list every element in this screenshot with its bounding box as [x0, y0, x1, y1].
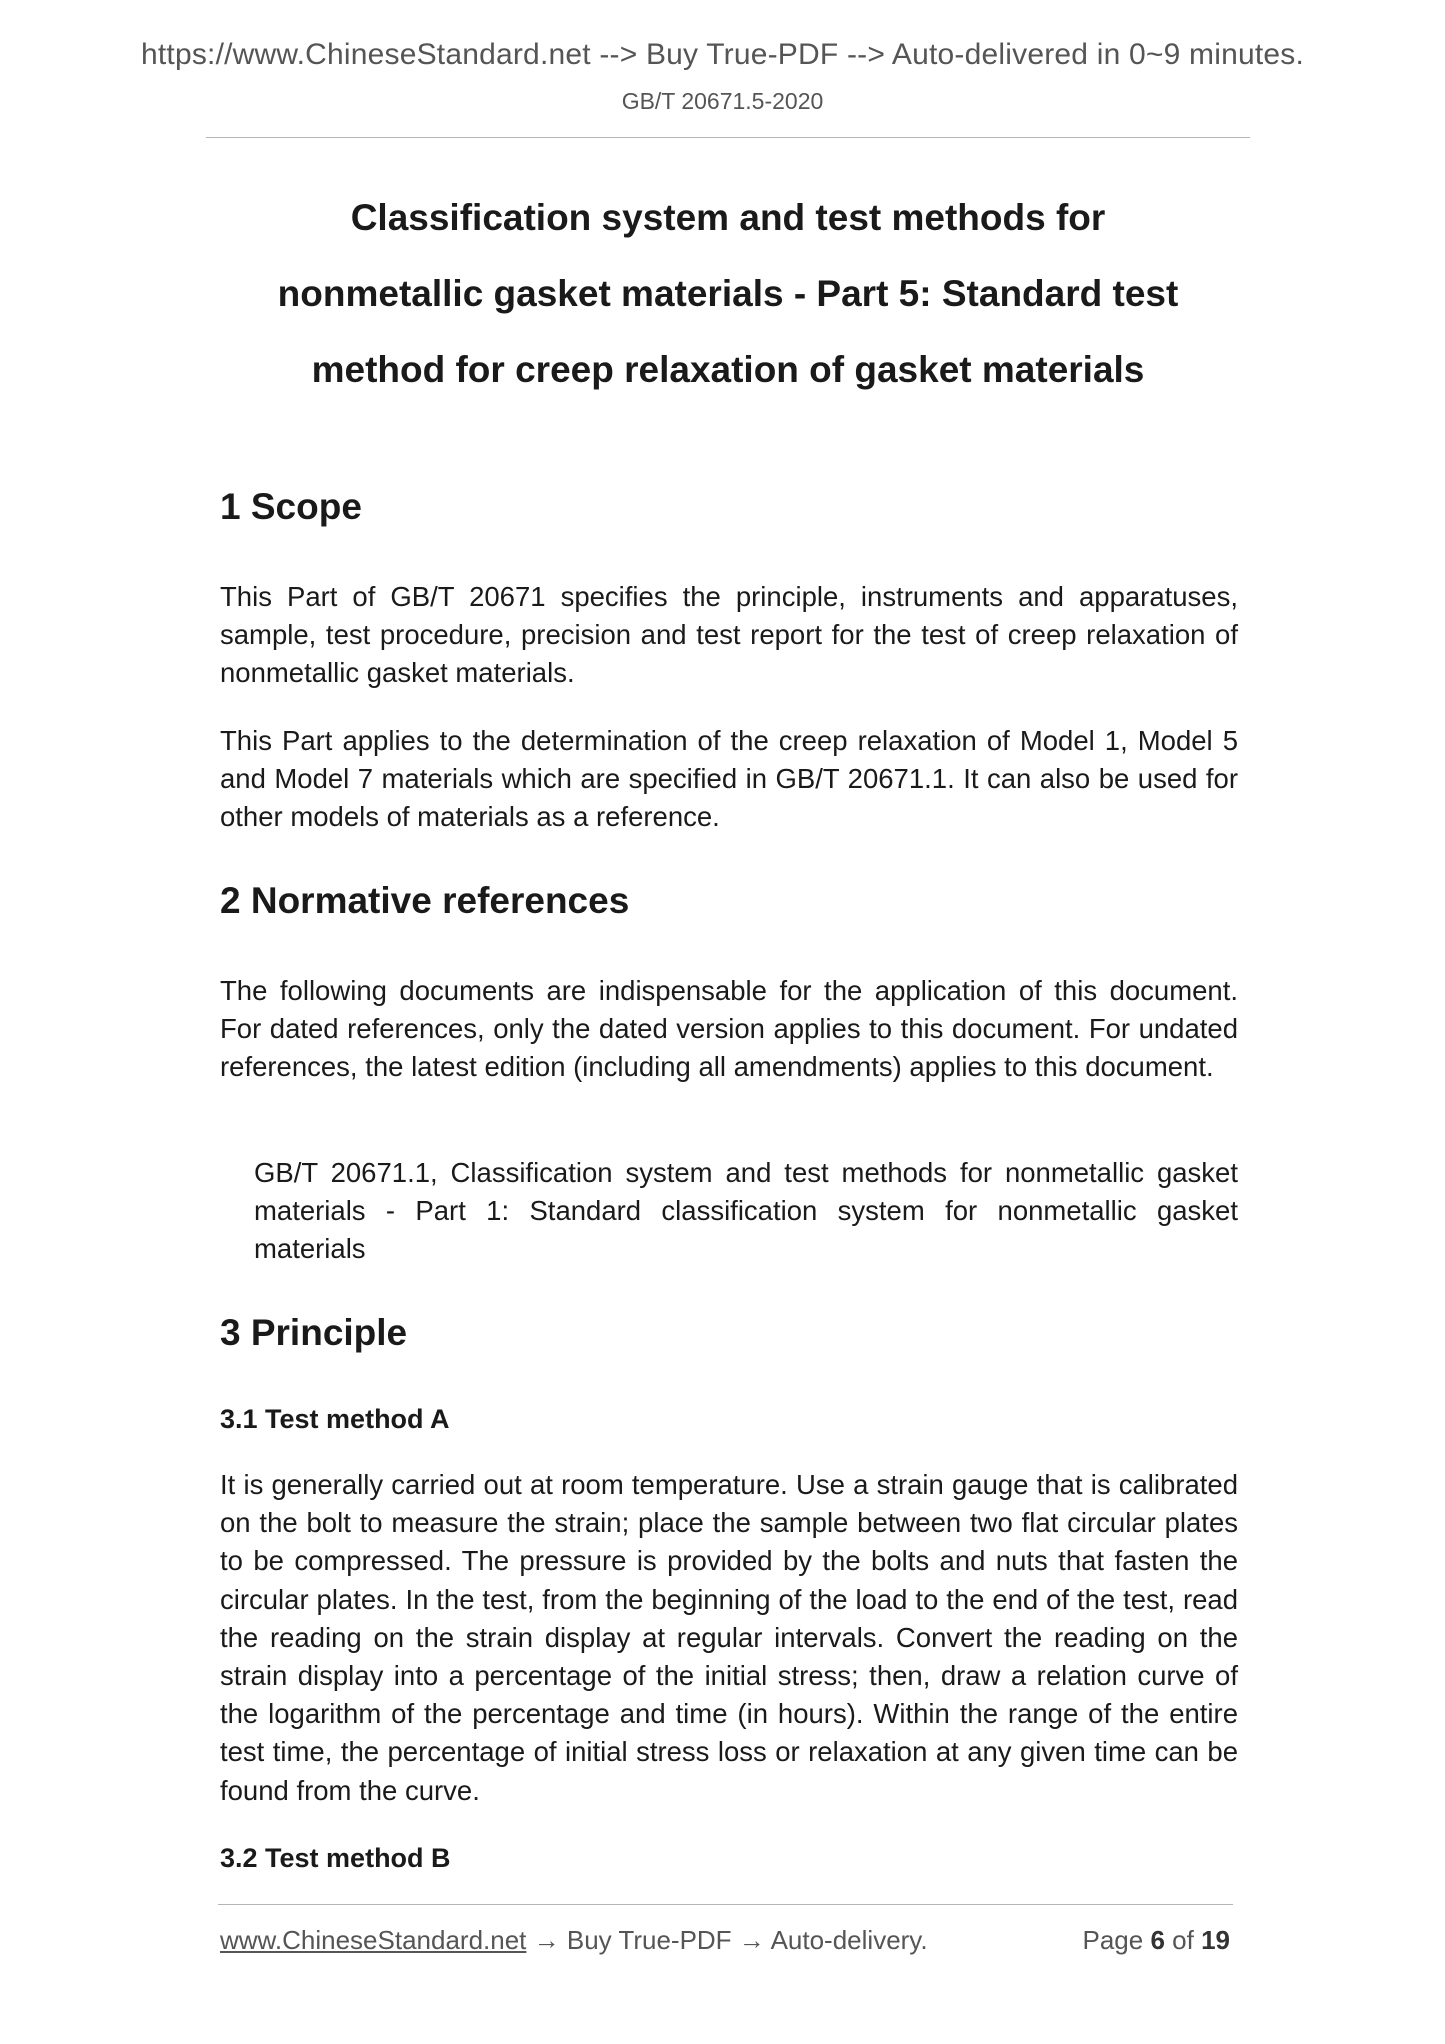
page-current: 6	[1150, 1925, 1165, 1955]
page-number	[1082, 1925, 1230, 1956]
footer-site-link[interactable]: www.ChineseStandard.net	[220, 1925, 527, 1955]
header-standard-code: GB/T 20671.5-2020	[621, 88, 824, 114]
document-title	[206, 180, 1250, 408]
page-label: Page	[1082, 1925, 1144, 1955]
section-heading-scope: 1 Scope	[220, 486, 362, 527]
footer-tagline: → Buy True-PDF → Auto-delivery.	[526, 1925, 928, 1955]
footer-left	[220, 1925, 928, 1956]
page-of-label: of	[1172, 1925, 1194, 1955]
header-source-line: https://www.ChineseStandard.net --> Buy True-PDF --> Auto-delivered in 0~9 minutes.	[141, 38, 1304, 71]
header-divider	[206, 137, 1250, 138]
footer-divider	[218, 1904, 1233, 1905]
scope-paragraph-2: This Part applies to the determination of the creep relaxation of Model 1, Model 5 and Model 7 materials which are specified in GB/T 20671.1. It can also be used for other models of materials as a reference.	[220, 725, 1238, 833]
subsection-heading-test-method-b: 3.2 Test method B	[220, 1843, 451, 1873]
section-heading-principle: 3 Principle	[220, 1312, 408, 1353]
section-heading-normative-references: 2 Normative references	[220, 880, 630, 921]
scope-paragraph-1: This Part of GB/T 20671 specifies the principle, instruments and apparatuses, sample, test procedure, precision and test report for the test of creep relaxation of nonmetallic gasket materials.	[220, 581, 1238, 689]
normative-paragraph-1: The following documents are indispensable for the application of this document. For dated references, only the dated version applies to this document. For undated references, the latest edition (including all amendments) applies to this document.	[220, 975, 1238, 1083]
normative-reference-item: GB/T 20671.1, Classification system and test methods for nonmetallic gasket materials - Part 1: Standard classification system for nonmetallic gasket materials	[254, 1157, 1238, 1265]
page-total: 19	[1201, 1925, 1230, 1955]
title-line-2: nonmetallic gasket materials - Part 5: Standard test	[277, 273, 1179, 314]
title-line-3: method for creep relaxation of gasket materials	[311, 349, 1145, 390]
test-method-a-paragraph: It is generally carried out at room temperature. Use a strain gauge that is calibrated on the bolt to measure the strain; place the sample between two flat circular plates to be compressed. The pressure is provided by the bolts and nuts that fasten the circular plates. In the test, from the beginning of the load to the end of the test, read the reading on the strain display at regular intervals. Convert the reading on the strain display into a percentage of the initial stress; then, draw a relation curve of the logarithm of the percentage and time (in hours). Within the range of the entire test time, the percentage of initial stress loss or relaxation at any given time can be found from the curve.	[220, 1469, 1238, 1806]
title-line-1: Classification system and test methods for	[350, 197, 1106, 238]
subsection-heading-test-method-a: 3.1 Test method A	[220, 1404, 450, 1434]
